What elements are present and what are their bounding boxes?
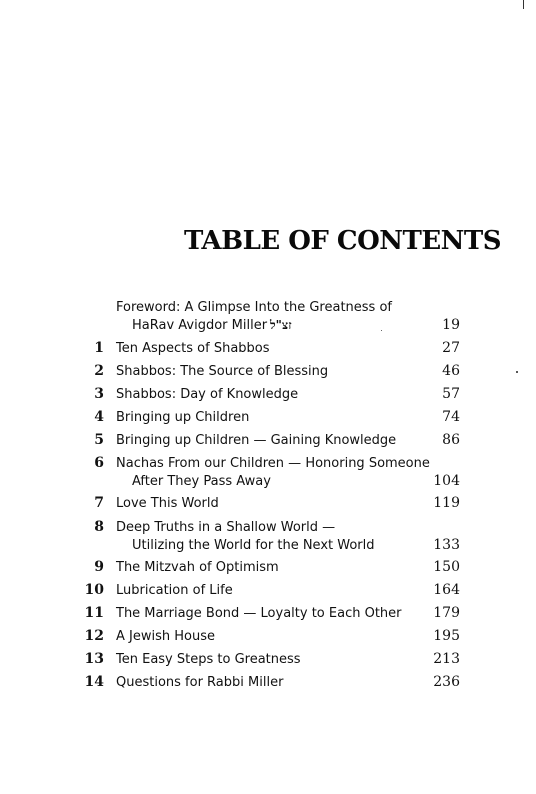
- chapter-number: 1: [94, 340, 104, 356]
- page-number: 86: [442, 432, 460, 448]
- chapter-title-continued: HaRav Avigdor Miller זצ"ל: [132, 318, 292, 333]
- chapter-number: 4: [94, 409, 104, 425]
- chapter-number: 13: [84, 651, 104, 667]
- chapter-number: 3: [94, 386, 104, 402]
- chapter-title: Questions for Rabbi Miller: [116, 675, 284, 690]
- chapter-title: The Mitzvah of Optimism: [116, 560, 279, 575]
- chapter-title: Bringing up Children — Gaining Knowledge: [116, 433, 397, 448]
- page-number: 46: [442, 363, 460, 379]
- page-number: 236: [433, 674, 460, 690]
- chapter-number: 14: [84, 674, 104, 690]
- chapter-title: Bringing up Children: [116, 410, 250, 425]
- page-number: 104: [433, 473, 460, 489]
- print-speck: [516, 371, 518, 373]
- honorific-text: זצ"ל: [270, 318, 292, 332]
- chapter-title: Foreword: A Glimpse Into the Greatness of: [116, 300, 392, 315]
- print-speck: [381, 330, 382, 331]
- page-number: 57: [442, 386, 460, 402]
- chapter-number: 7: [94, 495, 104, 511]
- chapter-title: Nachas From our Children — Honoring Someone: [116, 456, 430, 471]
- chapter-title: Ten Easy Steps to Greatness: [116, 652, 301, 667]
- chapter-title-continued: Utilizing the World for the Next World: [132, 538, 375, 553]
- chapter-number: 2: [94, 363, 104, 379]
- chapter-title: A Jewish House: [116, 629, 215, 644]
- chapter-title: Love This World: [116, 496, 219, 511]
- chapter-title: Shabbos: The Source of Blessing: [116, 364, 329, 379]
- page-number: 213: [433, 651, 460, 667]
- page-number: 74: [442, 409, 460, 425]
- chapter-number: 12: [84, 628, 104, 644]
- chapter-title-continued: After They Pass Away: [132, 474, 271, 489]
- chapter-title: Shabbos: Day of Knowledge: [116, 387, 299, 402]
- page-number: 27: [442, 340, 460, 356]
- page-edge-mark: [523, 0, 524, 9]
- chapter-title: Lubrication of Life: [116, 583, 233, 598]
- page-number: 164: [433, 582, 460, 598]
- page-number: 150: [433, 559, 460, 575]
- page-number: 119: [433, 495, 460, 511]
- chapter-title: The Marriage Bond — Loyalty to Each Other: [116, 606, 402, 621]
- chapter-number: 5: [94, 432, 104, 448]
- page-number: 133: [433, 537, 460, 553]
- chapter-title: Deep Truths in a Shallow World —: [116, 520, 336, 535]
- chapter-title: Ten Aspects of Shabbos: [116, 341, 270, 356]
- chapter-number: 9: [94, 559, 104, 575]
- page-number: 195: [433, 628, 460, 644]
- chapter-number: 6: [94, 455, 104, 471]
- page-number: 179: [433, 605, 460, 621]
- chapter-number: 11: [84, 605, 104, 621]
- chapter-number: 10: [84, 582, 104, 598]
- chapter-number: 8: [94, 519, 104, 535]
- page-number: 19: [442, 317, 460, 333]
- page-title: TABLE OF CONTENTS: [184, 226, 502, 256]
